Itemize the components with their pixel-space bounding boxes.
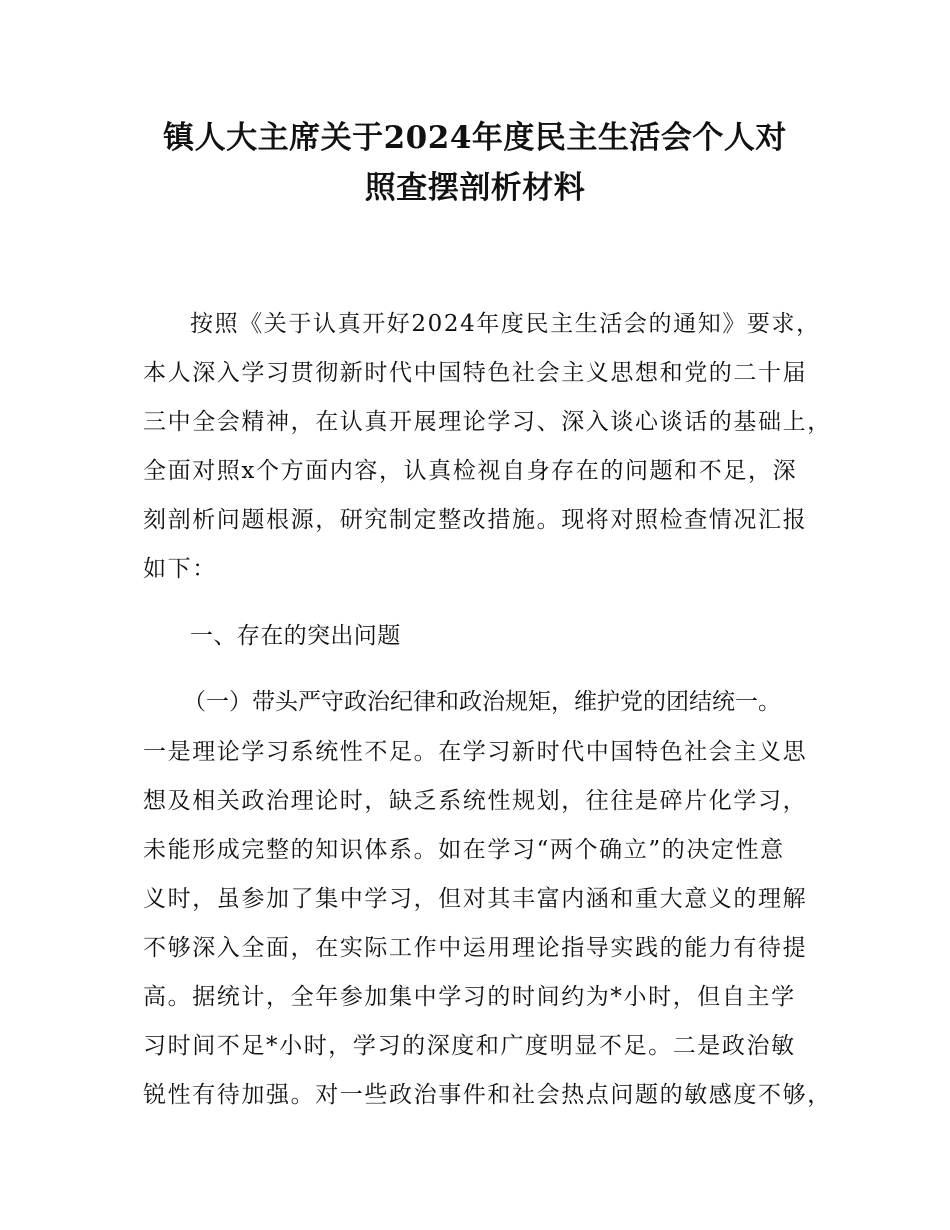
body-paragraph-line: 锐性有待加强。对一些政治事件和社会热点问题的敏感度不够，	[143, 1082, 832, 1108]
intro-paragraph-line: 刻剖析问题根源，研究制定整改措施。现将对照检查情况汇报	[143, 507, 808, 533]
body-paragraph-line: 义时，虽参加了集中学习，但对其丰富内涵和重大意义的理解	[143, 886, 808, 912]
body-paragraph-line: 习时间不足*小时，学习的深度和广度明显不足。二是政治敏	[143, 1033, 796, 1059]
body-paragraph-line: 高。据统计，全年参加集中学习的时间约为*小时，但自主学	[143, 984, 796, 1010]
document-title-line-2: 照查摆剖析材料	[364, 170, 586, 206]
body-paragraph-line: 一是理论学习系统性不足。在学习新时代中国特色社会主义思	[143, 739, 808, 765]
subsection-heading: （一）带头严守政治纪律和政治规矩，维护党的团结统一。	[183, 689, 781, 715]
intro-paragraph-line: 三中全会精神，在认真开展理论学习、深入谈心谈话的基础上，	[143, 409, 832, 435]
intro-paragraph-line: 按照《关于认真开好2024年度民主生活会的通知》要求，	[190, 311, 821, 337]
body-paragraph-line: 不够深入全面，在实际工作中运用理论指导实践的能力有待提	[143, 935, 808, 961]
section-heading: 一、存在的突出问题	[190, 623, 401, 649]
body-paragraph-line: 想及相关政治理论时，缺乏系统性规划，往往是碎片化学习，	[143, 788, 808, 814]
document-title-line-1: 镇人大主席关于2024年度民主生活会个人对	[163, 120, 787, 156]
body-paragraph-line: 未能形成完整的知识体系。如在学习“两个确立”的决定性意	[143, 837, 785, 863]
intro-paragraph-line: 全面对照x个方面内容，认真检视自身存在的问题和不足，深	[143, 458, 798, 484]
intro-paragraph-line: 如下：	[143, 556, 217, 582]
intro-paragraph-line: 本人深入学习贯彻新时代中国特色社会主义思想和党的二十届	[143, 360, 808, 386]
